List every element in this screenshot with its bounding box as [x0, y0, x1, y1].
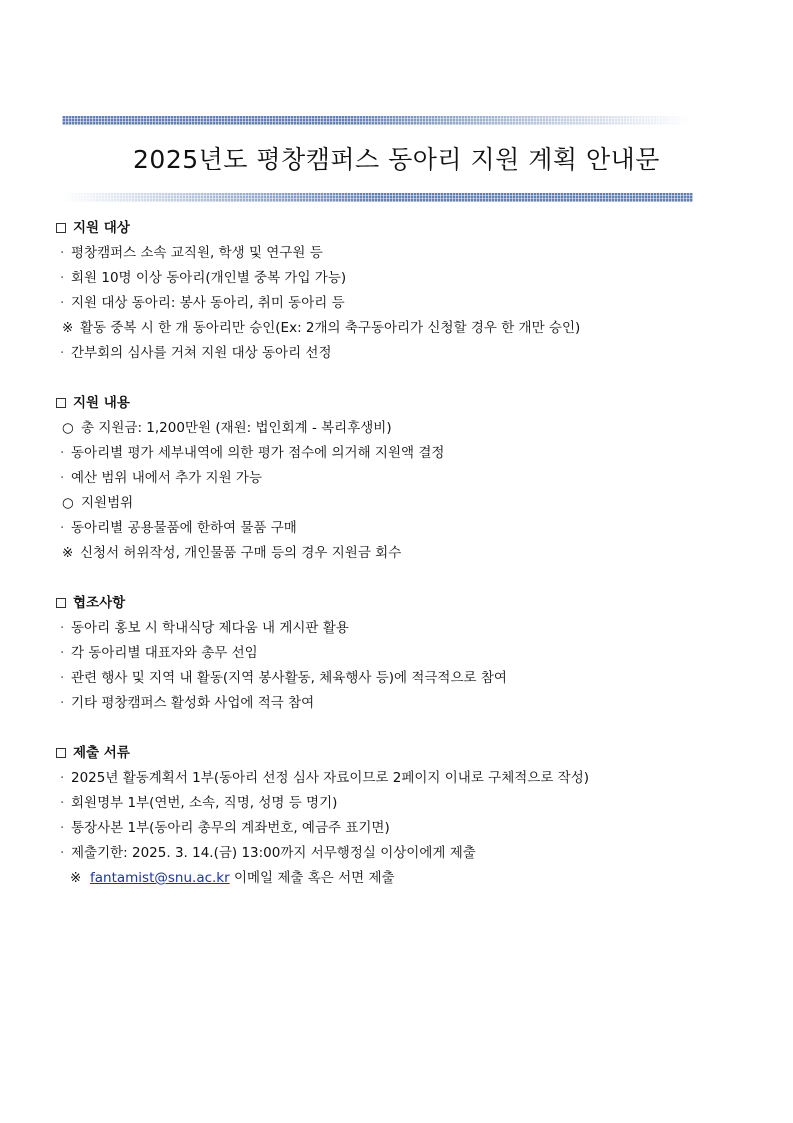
header-decorative-bar [62, 116, 692, 125]
bullet-dot-icon: · [60, 470, 65, 486]
section-heading [56, 391, 756, 416]
checkbox-square-icon [56, 748, 66, 758]
section-heading-text: 협조사항 [73, 595, 126, 611]
bullet-dot-icon: · [60, 695, 65, 711]
list-item: · 각 동아리별 대표자와 총무 선임 [56, 641, 756, 666]
section-heading [56, 591, 756, 616]
note-item: ※ 신청서 허위작성, 개인물품 구매 등의 경우 지원금 회수 [56, 541, 756, 566]
list-item: · 동아리 홍보 시 학내식당 제다움 내 게시판 활용 [56, 616, 756, 641]
checkbox-square-icon [56, 598, 66, 608]
section-heading [56, 216, 756, 241]
bullet-dot-icon: · [60, 845, 65, 861]
bullet-dot-icon: · [60, 445, 65, 461]
section-cooperation [56, 591, 756, 716]
document-title: 2025년도 평창캠퍼스 동아리 지원 계획 안내문 [133, 145, 660, 174]
list-item: · 지원 대상 동아리: 봉사 동아리, 취미 동아리 등 [56, 291, 756, 316]
bullet-dot-icon: · [60, 645, 65, 661]
checkbox-square-icon [56, 398, 66, 408]
email-note-text: 이메일 제출 혹은 서면 제출 [233, 870, 395, 886]
bullet-dot-icon: · [60, 520, 65, 536]
list-item: · 기타 평창캠퍼스 활성화 사업에 적극 참여 [56, 691, 756, 716]
bullet-dot-icon: · [60, 795, 65, 811]
list-item: · 관련 행사 및 지역 내 활동(지역 봉사활동, 체육행사 등)에 적극적으로 참여 [56, 666, 756, 691]
list-item: · 간부회의 심사를 거쳐 지원 대상 동아리 선정 [56, 341, 756, 366]
list-item: · 통장사본 1부(동아리 총무의 계좌번호, 예금주 표기면) [56, 816, 756, 841]
bullet-dot-icon: · [60, 620, 65, 636]
bullet-dot-icon: · [60, 820, 65, 836]
section-heading-text: 지원 대상 [73, 220, 130, 236]
list-item: · 회원 10명 이상 동아리(개인별 중복 가입 가능) [56, 266, 756, 291]
bullet-dot-icon: · [60, 670, 65, 686]
bullet-dot-icon: · [60, 770, 65, 786]
list-item: · 예산 범위 내에서 추가 지원 가능 [56, 466, 756, 491]
circle-icon: ○ [62, 495, 74, 511]
list-item: ○ 총 지원금: 1,200만원 (재원: 법인회계 - 복리후생비) [56, 416, 756, 441]
reference-mark-icon: ※ [62, 545, 74, 561]
bullet-dot-icon: · [60, 245, 65, 261]
circle-icon: ○ [62, 420, 74, 436]
list-item: · 동아리별 평가 세부내역에 의한 평가 점수에 의거해 지원액 결정 [56, 441, 756, 466]
list-item: · 제출기한: 2025. 3. 14.(금) 13:00까지 서무행정실 이상이에게 제출 [56, 841, 756, 866]
section-support-target [56, 216, 756, 366]
reference-mark-icon: ※ [62, 320, 74, 336]
title-underline-bar [62, 193, 693, 202]
section-heading-text: 지원 내용 [73, 395, 130, 411]
list-item: ○ 지원범위 [56, 491, 756, 516]
reference-mark-icon: ※ [70, 870, 82, 886]
checkbox-square-icon [56, 223, 66, 233]
section-submission-documents [56, 741, 756, 891]
bullet-dot-icon: · [60, 270, 65, 286]
list-item: · 회원명부 1부(연번, 소속, 직명, 성명 등 명기) [56, 791, 756, 816]
email-link[interactable]: fantamist@snu.ac.kr [90, 870, 230, 886]
bullet-dot-icon: · [60, 345, 65, 361]
section-heading-text: 제출 서류 [73, 745, 130, 761]
list-item: · 동아리별 공용물품에 한하여 물품 구매 [56, 516, 756, 541]
list-item: · 평창캠퍼스 소속 교직원, 학생 및 연구원 등 [56, 241, 756, 266]
section-heading [56, 741, 756, 766]
list-item: · 2025년 활동계획서 1부(동아리 선정 심사 자료이므로 2페이지 이내로 구체적으로 작성) [56, 766, 756, 791]
note-item: ※ 활동 중복 시 한 개 동아리만 승인(Ex: 2개의 축구동아리가 신청할 경우 한 개만 승인) [56, 316, 756, 341]
note-item [56, 866, 756, 891]
bullet-dot-icon: · [60, 295, 65, 311]
section-support-content [56, 391, 756, 566]
